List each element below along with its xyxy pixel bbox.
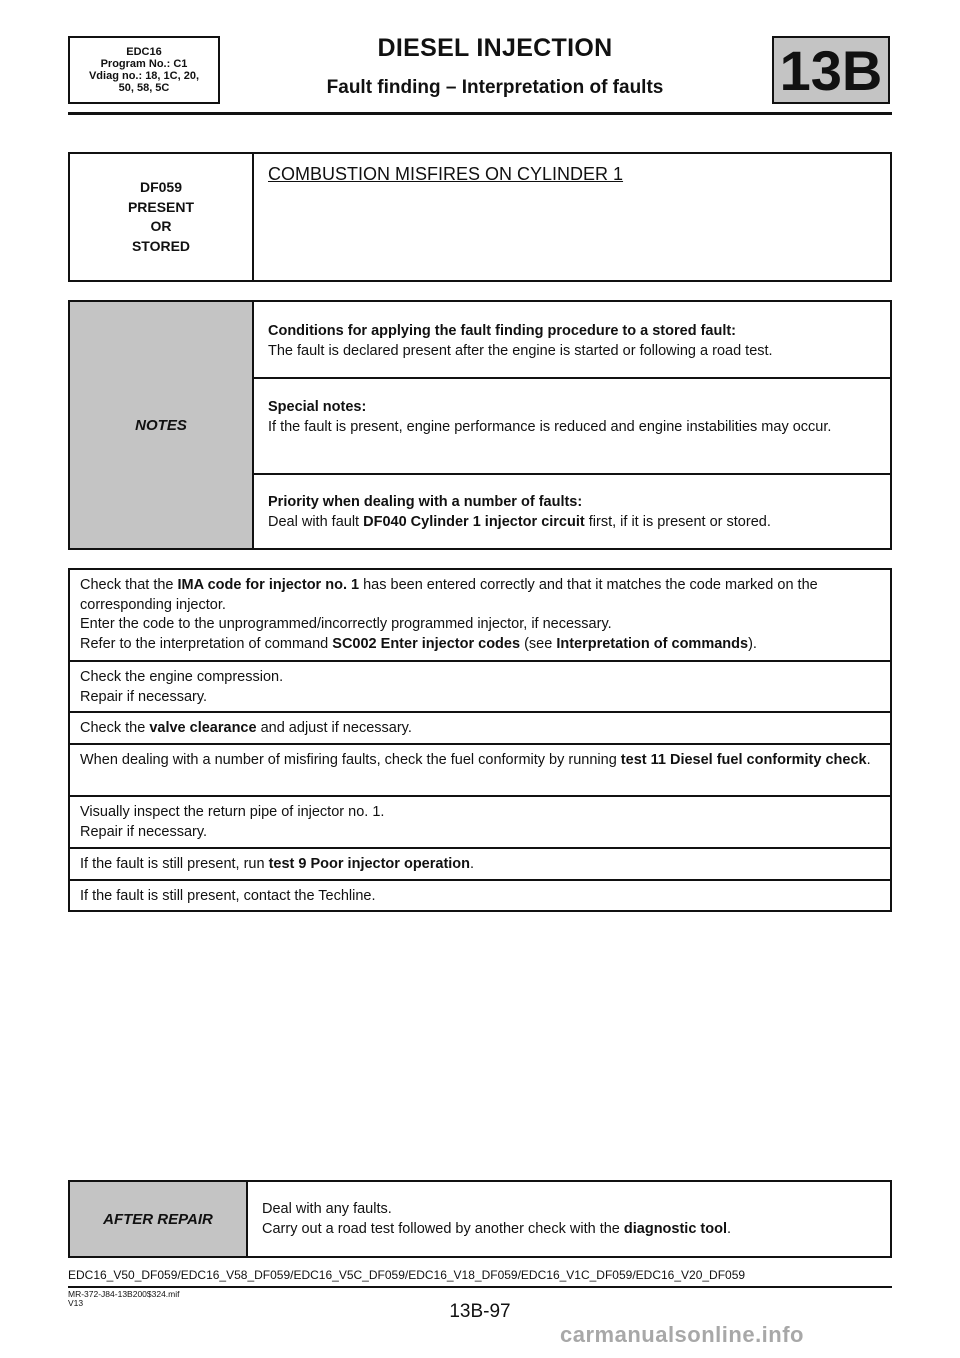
notes-box <box>68 300 892 550</box>
step-text: If the fault is still present, run <box>80 856 269 872</box>
note-fault-ref: DF040 Cylinder 1 injector circuit <box>363 513 585 530</box>
header-program: Program No.: C1 <box>100 58 188 70</box>
step-text: Enter the code to the unprogrammed/incorrectly programmed injector, if necessary. <box>80 616 612 632</box>
check-step-ima-code <box>70 570 890 662</box>
section-code-badge: 13B <box>772 36 890 104</box>
page-title: DIESEL INJECTION <box>377 34 613 62</box>
step-text: Refer to the interpretation of command <box>80 635 333 652</box>
step-keyword: test 11 Diesel fuel conformity check <box>620 752 867 768</box>
fault-status-cell <box>70 154 254 280</box>
check-step-compression <box>70 662 890 713</box>
note-text: If the fault is present, engine performance is reduced and engine instabilities may occur. <box>268 418 832 435</box>
step-keyword: test 9 Poor injector operation <box>268 856 471 872</box>
step-text: When dealing with a number of misfiring faults, check the fuel conformity by running <box>80 752 621 768</box>
footer-mif: MR-372-J84-13B200$324.mif <box>68 1289 180 1299</box>
after-repair-line-end: . <box>727 1220 732 1237</box>
step-keyword: SC002 Enter injector codes <box>332 635 521 652</box>
note-text: Deal with fault <box>268 513 364 530</box>
check-step-valve-clearance <box>70 713 890 745</box>
fault-status-or: OR <box>150 218 172 234</box>
after-repair-label: AFTER REPAIR <box>70 1182 248 1256</box>
step-text: (see <box>520 635 557 652</box>
step-text: Check the <box>80 720 150 736</box>
step-keyword: IMA code for injector no. 1 <box>177 577 360 593</box>
footer-reference: EDC16_V50_DF059/EDC16_V58_DF059/EDC16_V5C_DF059/EDC16_V18_DF059/EDC16_V1C_DF059/EDC16_V20_DF059 <box>68 1268 746 1282</box>
note-special <box>254 398 890 437</box>
check-step-return-pipe <box>70 797 890 849</box>
header-vdiag-cont: 50, 58, 5C <box>118 82 170 94</box>
header-vehicle-info <box>68 36 220 104</box>
step-text: Check that the <box>80 577 178 593</box>
note-heading: Special notes: <box>268 399 367 415</box>
step-text: Repair if necessary. <box>80 823 208 840</box>
step-text: ). <box>748 635 757 652</box>
after-repair-line: Deal with any faults. <box>262 1201 392 1217</box>
note-text-end: first, if it is present or stored. <box>584 513 771 530</box>
check-steps-table <box>68 568 892 912</box>
fault-code: DF059 <box>139 179 183 195</box>
after-repair-keyword: diagnostic tool <box>623 1220 727 1237</box>
check-step-poor-injector <box>70 849 890 881</box>
step-text: . <box>866 752 871 768</box>
check-step-fuel-conformity <box>70 745 890 797</box>
note-text: The fault is declared present after the engine is started or following a road test. <box>268 342 773 359</box>
header-ecu: EDC16 <box>126 46 162 58</box>
step-text: Check the engine compression. <box>80 669 284 685</box>
footer-divider <box>68 1286 892 1288</box>
note-heading: Priority when dealing with a number of faults: <box>268 494 583 510</box>
step-keyword: Interpretation of commands <box>556 635 749 652</box>
notes-label: NOTES <box>70 302 254 548</box>
header-divider <box>68 112 892 115</box>
note-conditions <box>254 322 890 361</box>
step-keyword: valve clearance <box>149 720 257 736</box>
after-repair-line: Carry out a road test followed by another check with the <box>262 1220 624 1237</box>
fault-box <box>68 152 892 282</box>
header-vdiag: Vdiag no.: 18, 1C, 20, <box>88 70 200 82</box>
check-step-techline <box>70 881 890 911</box>
note-divider <box>254 377 890 379</box>
note-priority <box>254 493 890 532</box>
step-text: has been entered correctly and that it matches the code marked on the corresponding injector. <box>80 577 818 613</box>
step-text: Visually inspect the return pipe of injector no. 1. <box>80 804 385 820</box>
fault-status-stored: STORED <box>131 237 191 254</box>
step-text: . <box>470 856 475 872</box>
step-text: If the fault is still present, contact the Techline. <box>80 888 376 904</box>
after-repair-text <box>262 1200 731 1239</box>
fault-title: COMBUSTION MISFIRES ON CYLINDER 1 <box>268 164 624 184</box>
watermark: carmanualsonline.info <box>560 1322 804 1347</box>
note-divider <box>254 473 890 475</box>
page-number: 13B-97 <box>449 1301 511 1322</box>
note-heading: Conditions for applying the fault finding procedure to a stored fault: <box>268 323 737 339</box>
footer-version: V13 <box>68 1298 84 1308</box>
fault-status-present: PRESENT <box>127 198 195 215</box>
step-text: Repair if necessary. <box>80 688 208 705</box>
after-repair-box <box>68 1180 892 1258</box>
step-text: and adjust if necessary. <box>256 720 412 736</box>
footer-file-info <box>68 1290 180 1308</box>
page-subtitle: Fault finding – Interpretation of faults <box>326 77 664 98</box>
